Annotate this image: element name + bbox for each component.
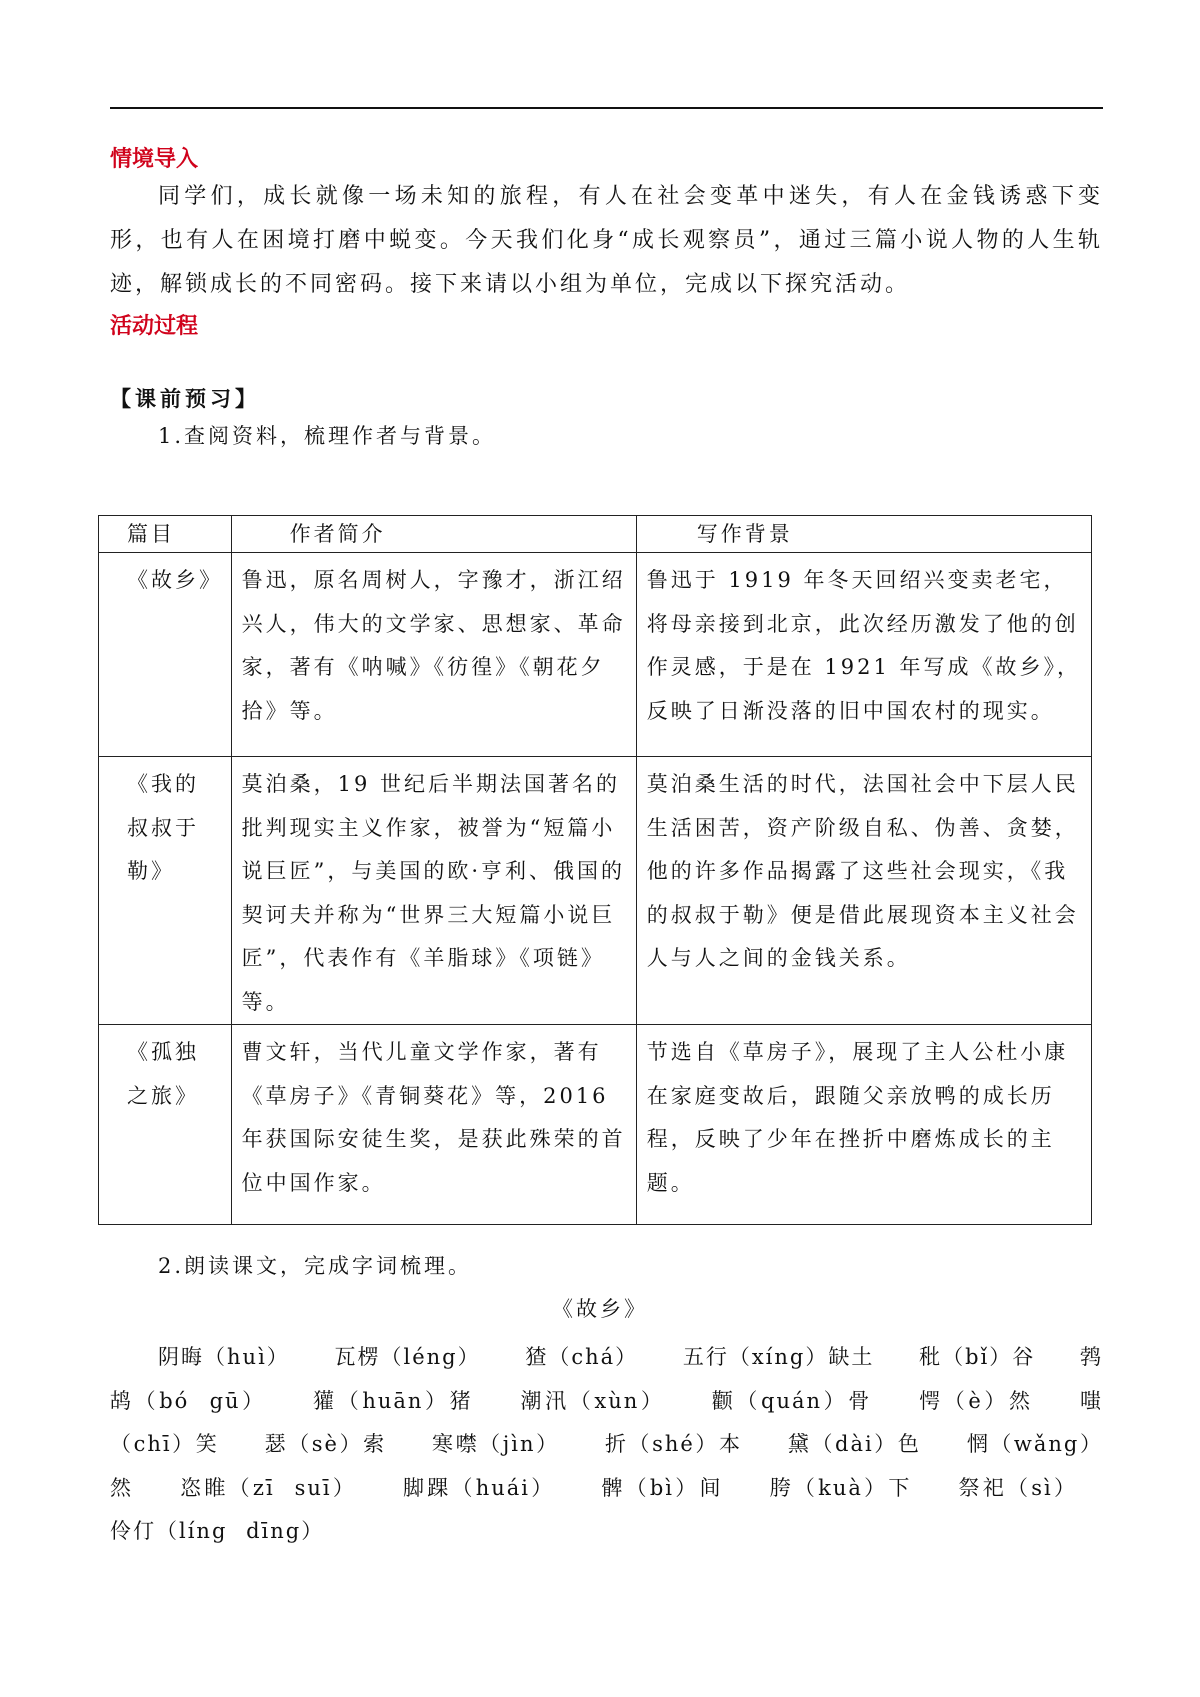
table-row [99,553,1092,757]
table-row [99,1025,1092,1225]
vocab-item: 胯（kuà）下 [769,1475,913,1500]
author-intro-cell: 鲁迅，原名周树人，字豫才，浙江绍兴人，伟大的文学家、思想家、革命家，著有《呐喊》《彷徨》《朝花夕拾》等。 [231,553,636,757]
vocab-work-title: 《故乡》 [552,1297,648,1321]
vocab-item: 祭祀（sì） [958,1475,1077,1500]
task-2: 2.朗读课文，完成字词梳理。 [158,1254,473,1278]
vocab-item: 瑟（sè）索 [264,1432,387,1456]
vocab-item: 阴晦（huì） [158,1345,290,1369]
vocab-list [110,1336,1103,1554]
vocab-item: 瓦楞（léng） [334,1345,481,1369]
vocab-item: 颧（quán）骨 [711,1388,873,1413]
vocab-item: 鹁鸪（bó gū） [110,1345,1103,1413]
background-cell: 莫泊桑生活的时代，法国社会中下层人民生活困苦，资产阶级自私、伪善、贪婪，他的许多作品揭露了这些社会现实，《我的叔叔于勒》便是借此展现资本主义社会人与人之间的金钱关系。 [636,757,1091,1025]
process-heading: 活动过程 [110,314,199,339]
header-author: 作者简介 [231,516,636,553]
vocab-item: 秕（bǐ）谷 [919,1345,1036,1369]
vocab-item: 獾（huān）猪 [313,1388,475,1413]
header-rule [110,107,1103,109]
author-intro-cell: 莫泊桑，19 世纪后半期法国著名的批判现实主义作家，被誉为“短篇小说巨匠”，与美国的欧·亨利、俄国的契诃夫并称为“世界三大短篇小说巨匠”，代表作有《羊脂球》《项链》等。 [231,757,636,1025]
background-cell: 鲁迅于 1919 年冬天回绍兴变卖老宅，将母亲接到北京，此次经历激发了他的创作灵感，于是在 1921 年写成《故乡》，反映了日渐没落的旧中国农村的现实。 [636,553,1091,757]
background-cell: 节选自《草房子》，展现了主人公杜小康在家庭变故后，跟随父亲放鸭的成长历程，反映了少年在挫折中磨炼成长的主题。 [636,1025,1091,1225]
vocab-item: 伶仃（líng dīng） [110,1519,325,1543]
vocab-item: 寒噤（jìn） [432,1432,560,1456]
vocab-item: 潮汛（xùn） [520,1388,666,1413]
preview-heading: 【课前预习】 [110,387,260,411]
intro-heading: 情境导入 [110,147,199,172]
vocab-item: 折（shé）本 [604,1432,743,1456]
table-header-row [99,516,1092,553]
work-title-cell: 《我的叔叔于勒》 [99,757,232,1025]
intro-paragraph: 同学们，成长就像一场未知的旅程，有人在社会变革中迷失，有人在金钱诱惑下变形，也有人在困境打磨中蜕变。今天我们化身“成长观察员”，通过三篇小说人物的人生轨迹，解锁成长的不同密码。接下来请以小组为单位，完成以下探究活动。 [110,184,1103,297]
vocab-item: 黛（dài）色 [787,1432,922,1456]
work-title-cell: 《孤独之旅》 [99,1025,232,1225]
header-background: 写作背景 [636,516,1091,553]
author-intro-cell: 曹文轩，当代儿童文学作家，著有《草房子》《青铜葵花》等，2016 年获国际安徒生奖，是获此殊荣的首位中国作家。 [231,1025,636,1225]
vocab-item: 猹（chá） [525,1345,639,1369]
vocab-item: 五行（xíng）缺土 [682,1345,875,1369]
vocab-item: 脚踝（huái） [403,1475,556,1500]
vocab-item: 惘（wǎng）然 [110,1432,1103,1500]
vocab-item: 嗤（chī）笑 [110,1388,1103,1456]
author-background-table [98,515,1092,1225]
header-title: 篇目 [99,516,232,553]
vocab-item: 髀（bì）间 [601,1475,724,1500]
task-1: 1.查阅资料，梳理作者与背景。 [158,424,497,448]
work-title-cell: 《故乡》 [99,553,232,757]
vocab-item: 恣睢（zī suī） [180,1475,358,1500]
table-row [99,757,1092,1025]
vocab-item: 愕（è）然 [919,1388,1034,1413]
